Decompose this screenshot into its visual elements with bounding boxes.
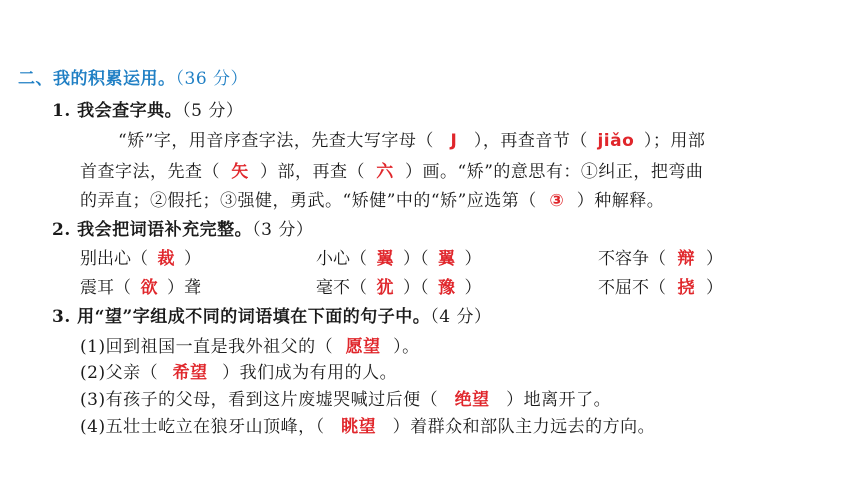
idiom-text: 不容争（ — [598, 249, 666, 269]
idiom-text: 别出心（ — [80, 249, 148, 269]
question-3-label: 3. 用“望”字组成不同的词语填在下面的句子中。 — [52, 307, 431, 327]
idiom-answer: 裁 — [157, 249, 175, 269]
idiom-text: ） — [706, 249, 723, 269]
idiom-text: 毫不（ — [316, 278, 367, 298]
answer-syllable: jiǎo — [597, 131, 635, 151]
idiom-answer: 挠 — [677, 278, 695, 298]
idiom-hao-bu-you-yu — [316, 277, 482, 299]
sentence-text: ）地离开了。 — [506, 390, 612, 410]
idiom-answer: 翼 — [438, 249, 455, 269]
q1-line1-text-b: ），再查音节（ — [473, 131, 588, 151]
idiom-answer: 犹 — [376, 278, 394, 298]
q1-line2-text-b: ）部，再查（ — [260, 162, 365, 182]
answer-radical: 矢 — [231, 162, 249, 182]
q1-line2-text-c: ）画。“矫”的意思有：①纠正，把弯曲 — [405, 162, 704, 182]
question-2-points: （3 分） — [252, 220, 314, 240]
q1-line1-text-c: ）；用部 — [643, 131, 706, 151]
sentence-text: (1)回到祖国一直是我外祖父的（ — [80, 337, 334, 357]
sentence-answer: 绝望 — [454, 390, 490, 410]
answer-stroke-count: 六 — [376, 162, 394, 182]
idiom-text: ）聋 — [167, 278, 201, 298]
idiom-text: 震耳（ — [80, 278, 131, 298]
sentence-answer: 眺望 — [341, 417, 377, 437]
idiom-text: ）（ — [403, 249, 429, 269]
idiom-text: ）（ — [403, 278, 429, 298]
q1-line3-text-a: 的弄直；②假托；③强健，勇武。“矫健”中的“矫”应选第（ — [80, 191, 537, 211]
section-title — [18, 68, 248, 90]
sentence-answer: 希望 — [172, 363, 208, 383]
idiom-text: 小心（ — [316, 249, 367, 269]
idiom-bie-chu-xin-cai — [80, 248, 201, 270]
sentence-text: ）。 — [393, 337, 420, 357]
question-3-points: （4 分） — [430, 307, 492, 327]
q3-item-4 — [80, 416, 655, 438]
answer-meaning-choice: ③ — [549, 191, 565, 211]
idiom-answer: 翼 — [376, 249, 394, 269]
idiom-answer: 辩 — [677, 249, 695, 269]
idiom-bu-qu-bu-nao — [598, 277, 723, 299]
idiom-xiao-xin-yi-yi — [316, 248, 482, 270]
question-3-heading — [52, 306, 491, 328]
sentence-text: ）我们成为有用的人。 — [222, 363, 398, 383]
idiom-text: ） — [184, 249, 201, 269]
idiom-text: ） — [706, 278, 723, 298]
q3-item-1 — [80, 336, 420, 358]
idiom-text: 不屈不（ — [598, 278, 666, 298]
idiom-zhen-er-yu-long — [80, 277, 201, 299]
section-points: （36 分） — [175, 69, 249, 89]
q1-line-2 — [80, 161, 703, 183]
idiom-text: ） — [464, 249, 482, 269]
question-1-label: 1. 我会查字典。 — [52, 101, 183, 121]
idiom-text: ） — [464, 278, 482, 298]
idiom-answer: 豫 — [438, 278, 455, 298]
question-1-points: （5 分） — [182, 101, 244, 121]
sentence-text: (4)五壮士屹立在狼牙山顶峰，（ — [80, 417, 325, 437]
q1-line3-text-b: ）种解释。 — [576, 191, 665, 211]
sentence-text: ）着群众和部队主力远去的方向。 — [392, 417, 656, 437]
section-title-text: 二、我的积累运用。 — [18, 69, 176, 89]
question-2-heading — [52, 219, 313, 241]
q1-line2-text-a: 首查字法，先查（ — [80, 162, 220, 182]
question-2-label: 2. 我会把词语补充完整。 — [52, 220, 253, 240]
sentence-answer: 愿望 — [345, 337, 381, 357]
q1-line-3 — [80, 190, 664, 212]
q3-item-3 — [80, 389, 611, 411]
q1-line1-text-a: “矫”字，用音序查字法，先查大写字母（ — [118, 131, 434, 151]
q3-item-2 — [80, 362, 397, 384]
idiom-answer: 欲 — [140, 278, 158, 298]
question-1-heading — [52, 100, 243, 122]
q1-line-1 — [118, 130, 705, 152]
sentence-text: (3)有孩子的父母，看到这片废墟哭喊过后便（ — [80, 390, 439, 410]
sentence-text: (2)父亲（ — [80, 363, 159, 383]
answer-initial-letter: J — [450, 131, 458, 151]
idiom-bu-rong-zheng-bian — [598, 248, 723, 270]
